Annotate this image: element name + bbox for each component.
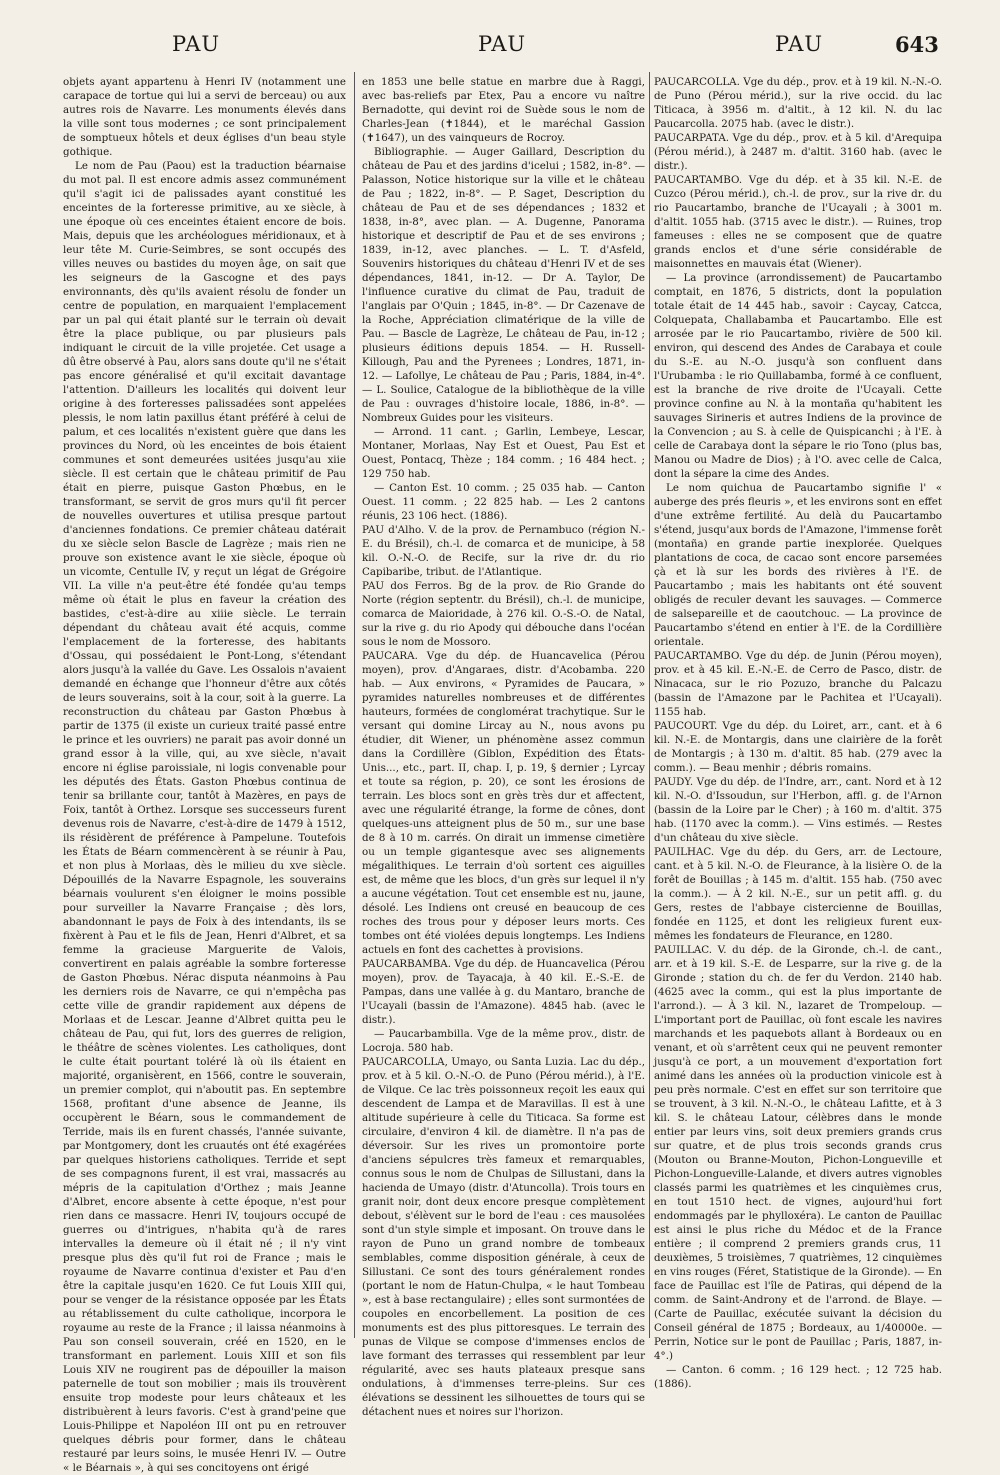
col3-paragraph: — La province (arrondissement) de Paucartambo comptait, en 1876, 5 districts, dont la population totale était de 14 445 hab., savoir : Caycay, Catcca, Colquepata, Challabamba et Paucartambo. Elle est arrosée par le rio Paucartambo, rivière de 500 kil. environ, qui descend des Andes de Carabaya et coule du S.-E. au N.-O. jusqu'à son confluent dans l'Urubamba : le rio Quillabamba, formé à ce confluent, est la branche de rive droite de l'Ucayali. Cette province confine au N. à la montaña qu'habitent les sauvages Sirineris et autres Indiens de la province de la Convencion ; au S. à celle de Quispicanchi ; à l'E. à celle de Carabaya dont la sépare le rio Tono (plus bas, Manou ou Madre de Dios) ; à l'O. avec celle de Calca, dont la sépare la cime des Andes.	[654, 272, 942, 480]
col2-paragraph: en 1853 une belle statue en marbre due à Raggi, avec bas-reliefs par Etex, Pau a encore vu naître Bernadotte, qui devint roi de Suède sous le nom de Charles-Jean (✝1844), et le maréchal Gassion (✝1647), un des vainqueurs de Rocroy.	[362, 76, 645, 144]
col2-paragraph: — Arrond. 11 cant. ; Garlin, Lembeye, Lescar, Montaner, Morlaas, Nay Est et Ouest, Pau Est et Ouest, Pontacq, Thèze ; 184 comm. ; 16 484 hect. ; 129 750 hab.	[362, 426, 645, 480]
col2-paragraph: — Canton Est. 10 comm. ; 25 035 hab. — Canton Ouest. 11 comm. ; 22 825 hab. — Les 2 cantons réunis, 23 106 hect. (1886).	[362, 482, 645, 522]
col3-paragraph: PAUDY. Vge du dép. de l'Indre, arr., cant. Nord et à 12 kil. N.-O. d'Issoudun, sur l'Herbon, affl. g. de l'Arnon (bassin de la Loire par le Cher) ; à 160 m. d'altit. 375 hab. (1170 avec la comm.). — Vins estimés. — Restes d'un château du xive siècle.	[654, 776, 942, 844]
col2-paragraph: PAU d'Alho. V. de la prov. de Pernambuco (région N.-E. du Brésil), ch.-l. de comarca et de municipe, à 58 kil. O.-N.-O. de Recife, sur la rive dr. du rio Capibaribe, tribut. de l'Atlantique.	[362, 524, 645, 578]
col1-paragraph: objets ayant appartenu à Henri IV (notamment une carapace de tortue qui lui a servi de berceau) ou aux autres rois de Navarre. Les monuments élevés dans la ville sont tous modernes ; ce sont principalement de somptueux hôtels et deux églises d'un beau style gothique.	[63, 76, 346, 158]
column-3	[654, 75, 942, 1390]
column-2	[362, 75, 645, 1418]
col1-paragraph: Le nom de Pau (Paou) est la traduction béarnaise du mot pal. Il est encore admis assez communément qu'il s'agit ici de palissades ayant constitué les enceintes de la forteresse primitive, au xe siècle, à une époque où ces enceintes étaient encore de bois. Mais, depuis que les archéologues méridionaux, et à leur tête M. Curie-Seimbres, se sont occupés des villes neuves ou bastides du moyen âge, on sait que les seigneurs de la Gascogne et des pays environnants, dès qu'ils avaient résolu de fonder un centre de population, en marquaient l'emplacement par un pal qui était planté sur le terrain où devait être la place publique, ou par plusieurs pals indiquant le circuit de la ville projetée. Cet usage a dû être observé à Pau, alors sans doute qu'il ne s'était pas encore généralisé et qu'il excitait davantage l'attention. D'ailleurs les localités qui doivent leur origine à des forteresses palissadées sont appelées plessis, le nom latin paxillus étant préféré à celui de palum, et ces localités n'existent guère que dans les provinces du Nord, où les enceintes de bois étaient communes et sont demeurées usitées jusqu'au xiie siècle. Il est certain que le château primitif de Pau était en pierre, puisque Gaston Phœbus, en le transformant, se servit de gros murs qu'il fit percer de nouvelles ouvertures et utilisa presque partout d'anciennes fondations. Ce premier château datérait du xe siècle selon Bascle de Lagrèze ; mais rien ne prouve son existence avant le xie siècle, époque où un vicomte, Centulle IV, y reçut un légat de Grégoire VII. La ville n'a peut-être été fondée qu'au temps même où était le plus en faveur la création des bastides, c'est-à-dire au xiiie siècle. Le terrain dépendant du château avait été acquis, comme l'emplacement de la forteresse, des habitants d'Ossau, qui possédaient le Pont-Long, s'étendant alors jusqu'à la vallée du Gave. Les Ossalois n'avaient demandé en échange que l'honneur d'être aux côtés de leurs souverains, soit à la cour, soit à la guerre. La reconstruction du château par Gaston Phœbus à partir de 1375 (il existe un curieux traité passé entre le prince et les ouvriers) ne parait pas avoir donné un grand essor à la ville, qui, au xve siècle, n'avait encore ni église paroissiale, ni logis convenable pour les députés des États. Gaston Phœbus continua de tenir sa brillante cour, tantôt à Mazères, en pays de Foix, tantôt à Orthez. Lorsque ses successeurs furent devenus rois de Navarre, c'est-à-dire de 1479 à 1512, ils résidèrent de préférence à Pampelune. Toutefois les États de Béarn commencèrent à se réunir à Pau, et non plus à Morlaas, dès le milieu du xve siècle. Dépouillés de la Navarre Espagnole, les souverains béarnais voulurent s'en éloigner le moins possible pour surveiller la Navarre Française ; dès lors, abandonnant le pays de Foix à des intendants, ils se fixèrent à Pau et le fils de Jean, Henri d'Albret, et sa femme la gracieuse Marguerite de Valois, convertirent en palais agréable la sombre forteresse de Gaston Phœbus. Nérac disputa néanmoins à Pau les derniers rois de Navarre, ce qui n'empêcha pas cette ville de grandir rapidement aux dépens de Morlaas et de Lescar. Jeanne d'Albret quitta peu le château de Pau, qui fut, lors des guerres de religion, le théâtre de scènes violentes. Les catholiques, dont le culte était pourtant toléré là où ils étaient en majorité, organisèrent, en 1566, contre le souverain, un premier complot, qui n'aboutit pas. En septembre 1568, profitant d'une absence de Jeanne, ils occupèrent le Béarn, sous le commandement de Terride, mais ils en furent chassés, l'année suivante, par Montgomery, dont les cruautés ont été exagérées par quelques historiens catholiques. Terride et sept de ses compagnons furent, il est vrai, massacrés au mépris de la capitulation d'Orthez ; mais Jeanne d'Albret, encore absente à cette époque, n'est pour rien dans ce massacre. Henri IV, toujours occupé de guerres ou d'intrigues, n'habita qu'à de rares intervalles la demeure où il était né ; il n'y vint presque plus dès qu'il fut roi de France ; mais le royaume de Navarre continua d'exister et Pau d'en être la capitale jusqu'en 1620. Ce fut Louis XIII qui, pour se venger de la résistance opposée par les États au rétablissement du culte catholique, incorpora le royaume au reste de la France ; il laissa néanmoins à Pau son conseil souverain, créé en 1520, en le transformant en parlement. Louis XIII et son fils Louis XIV ne rougirent pas de dépouiller la maison paternelle de tout son mobilier ; mais ils trouvèrent ensuite trop modeste pour leurs châteaux et les distribuèrent à leurs favoris. C'est à grand'peine que Louis-Philippe et Napoléon III ont pu en retrouver quelques débris pour former, dans le château restauré par leurs soins, le musée Henri IV. — Outre « le Béarnais », à qui ses concitoyens ont érigé	[63, 160, 346, 1474]
col3-paragraph: PAUCARCOLLA. Vge du dép., prov. et à 19 kil. N.-N.-O. de Puno (Pérou mérid.), sur la rive occid. du lac Titicaca, à 3956 m. d'altit., à 12 kil. N. du lac Paucarcolla. 2075 hab. (avec le distr.).	[654, 76, 942, 130]
column-rule-1	[354, 72, 355, 1338]
col2-paragraph: PAU dos Ferros. Bg de la prov. de Rio Grande do Norte (région septentr. du Brésil), ch.-l. de municipe, comarca de Maioridade, à 276 kil. O.-S.-O. de Natal, sur la rive g. du rio Apody qui débouche dans l'océan sous le nom de Mossoro.	[362, 580, 645, 648]
col3-paragraph: PAUCOURT. Vge du dép. du Loiret, arr., cant. et à 6 kil. N.-E. de Montargis, dans une clairière de la forêt de Montargis ; à 130 m. d'altit. 85 hab. (279 avec la comm.). — Beau menhir ; débris romains.	[654, 720, 942, 774]
col3-paragraph: — Canton. 6 comm. ; 16 129 hect. ; 12 725 hab. (1886).	[654, 1364, 942, 1390]
header-right-word: PAU	[775, 32, 824, 56]
col3-paragraph: PAUILLAC. V. du dép. de la Gironde, ch.-l. de cant., arr. et à 19 kil. S.-E. de Lesparre, sur la rive g. de la Gironde ; station du ch. de fer du Verdon. 2140 hab. (4625 avec la comm., qui est la plus importante de l'arrond.). — À 3 kil. N., lazaret de Trompeloup. — L'important port de Pauillac, où font escale les navires marchands et les paquebots allant à Bordeaux ou en venant, et où s'arrêtent ceux qui ne peuvent remonter jusqu'à ce port, a un mouvement d'exportation fort animé dans les années où la production vinicole est à peu près normale. C'est en effet sur son territoire que se trouvent, à 3 kil. N.-N.-O., le château Lafitte, et à 3 kil. S. le château Latour, célèbres dans le monde entier par leurs vins, soit deux premiers grands crus sur quatre, et de plus trois seconds grands crus (Mouton ou Branne-Mouton, Pichon-Longueville et Pichon-Longueville-Lalande, et divers autres vignobles classés parmi les quatrièmes et les cinquièmes crus, en tout 1510 hect. de vignes, aujourd'hui fort endommagés par le phylloxéra). Le canton de Pauillac est ainsi le plus riche du Médoc et de la France entière ; il comprend 2 premiers grands crus, 11 deuxièmes, 5 troisièmes, 7 quatrièmes, 12 cinquièmes en vins rouges (Féret, Statistique de la Gironde). — En face de Pauillac est l'île de Patiras, qui dépend de la comm. de Saint-Androny et de l'arrond. de Blaye. — (Carte de Pauillac, exécutée suivant la décision du Conseil général de 1875 ; Bordeaux, au 1/40000e. — Perrin, Notice sur le pont de Pauillac ; Paris, 1887, in-4°.)	[654, 944, 942, 1362]
header-left-word: PAU	[172, 32, 221, 56]
col2-paragraph: PAUCARA. Vge du dép. de Huancavelica (Pérou moyen), prov. d'Angaraes, distr. d'Acobamba. 220 hab. — Aux environs, « Pyramides de Paucara, » pyramides naturelles nombreuses et de différentes hauteurs, formées de conglomérat trachytique. Sur le versant qui domine Lircay au N., nous avons pu étudier, dit Wiener, un phénomène assez commun dans la Cordillère (Giblon, Expédition des États-Unis..., etc., part. II, chap. I, p. 19, § dernier ; Lyrcay et toute sa région, p. 20), ce sont les érosions de terrain. Les blocs sont en grès très dur et affectent, avec une régularité étrange, la forme de cônes, dont quelques-uns atteignent plus de 50 m., sur une base de 8 à 10 m. carrés. On dirait un immense cimetière ou un temple gigantesque avec ses alignements mégalithiques. Le terrain d'où sortent ces aiguilles est, de même que les blocs, d'un grès sur lequel il n'y a aucune végétation. Tout cet ensemble est nu, jaune, désolé. Les Indiens ont creusé en beaucoup de ces roches des trous pour y déposer leurs morts. Ces tombes ont été violées depuis longtemps. Les Indiens actuels en font des cachettes à provisions.	[362, 650, 645, 956]
column-1	[63, 75, 346, 1474]
col3-paragraph: PAUCARTAMBO. Vge du dép. et à 35 kil. N.-E. de Cuzco (Pérou mérid.), ch.-l. de prov., sur la rive dr. du rio Paucartambo, branche de l'Ucayali ; à 3001 m. d'altit. 1055 hab. (3715 avec le distr.). — Ruines, trop fameuses : elles ne se composent que de quatre grands enclos et d'une série considérable de maisonnettes en mauvais état (Wiener).	[654, 174, 942, 270]
col3-paragraph: PAUILHAC. Vge du dép. du Gers, arr. de Lectoure, cant. et à 5 kil. N.-O. de Fleurance, à la lisière O. de la forêt de Bouillas ; à 145 m. d'altit. 155 hab. (750 avec la comm.). — À 2 kil. N.-E., sur un petit affl. g. du Gers, restes de l'abbaye cistercienne de Bouillas, fondée en 1125, et dont les religieux furent eux-mêmes les fondateurs de Fleurance, en 1280.	[654, 846, 942, 942]
col2-paragraph: — Paucarbambilla. Vge de la même prov., distr. de Locroja. 580 hab.	[362, 1028, 645, 1054]
col2-paragraph: Bibliographie. — Auger Gaillard, Description du château de Pau et des jardins d'icelui ; 1582, in-8°. — Palasson, Notice historique sur la ville et le château de Pau ; 1822, in-8°. — P. Saget, Description du château de Pau et de ses dépendances ; 1832 et 1838, in-8°, avec plan. — A. Dugenne, Panorama historique et descriptif de Pau et de ses environs ; 1839, in-12, avec planches. — L. T. d'Asfeld, Souvenirs historiques du château d'Henri IV et de ses dépendances, 1841, in-12. — Dr A. Taylor, De l'influence curative du climat de Pau, traduit de l'anglais par O'Quin ; 1845, in-8°. — Dr Cazenave de la Roche, Appréciation climatérique de la ville de Pau. — Bascle de Lagrèze, Le château de Pau, in-12 ; plusieurs éditions depuis 1854. — H. Russell-Killough, Pau and the Pyrenees ; Londres, 1871, in-12. — Lafollye, Le château de Pau ; Paris, 1884, in-4°. — L. Soulice, Catalogue de la bibliothèque de la ville de Pau : ouvrages d'histoire locale, 1886, in-8°. — Nombreux Guides pour les visiteurs.	[362, 146, 645, 424]
page-number: 643	[895, 32, 939, 57]
column-rule-2	[649, 72, 650, 1338]
col3-paragraph: PAUCARPATA. Vge du dép., prov. et à 5 kil. d'Arequipa (Pérou mérid.), à 2487 m. d'altit. 3160 hab. (avec le distr.).	[654, 132, 942, 172]
running-header	[0, 32, 1000, 62]
header-center-word: PAU	[478, 32, 527, 56]
col2-paragraph: PAUCARCOLLA, Umayo, ou Santa Luzia. Lac du dép., prov. et à 5 kil. O.-N.-O. de Puno (Pérou mérid.), à l'E. de Vilque. Ce lac très poissonneux reçoit les eaux qui descendent de Lampa et de Maravillas. Il est à une altitude supérieure à celle du Titicaca. Sa forme est circulaire, d'environ 4 kil. de diamètre. Il n'a pas de déversoir. Sur les rives un promontoire porte d'anciens sépulcres très fameux et remarquables, connus sous le nom de Chulpas de Sillustani, dans la hacienda de Umayo (distr. d'Atuncolla). Trois tours en granit noir, dont deux encore presque complètement debout, s'élèvent sur le bord de l'eau : ces mausolées sont d'un style simple et imposant. On trouve dans le rayon de Puno un grand nombre de tombeaux semblables, comme disposition générale, à ceux de Sillustani. Ce sont des tours généralement rondes (portant le nom de Hatun-Chulpa, « le haut Tombeau », est à base rectangulaire) ; elles sont surmontées de coupoles en encorbellement. La position de ces monuments est des plus pittoresques. Le terrain des punas de Vilque se compose d'immenses enclos de lave formant des terrasses qui ressemblent par leur régularité, avec ses hauts plateaux presque sans ondulations, à d'immenses terre-pleins. Sur ces élévations se dessinent les silhouettes de tours qui se détachent nues et noires sur l'horizon.	[362, 1056, 645, 1418]
col3-paragraph: Le nom quichua de Paucartambo signifie l' « auberge des prés fleuris », et les environs sont en effet d'une extrême fertilité. Au delà du Paucartambo s'étend, jusqu'aux bords de l'Amazone, l'immense forêt (montaña) en grande partie inexplorée. Quelques plantations de coca, de cacao sont encore parsemées çà et là sur les bords des rivières à l'E. de Paucartambo ; mais les habitants ont été souvent obligés de reculer devant les sauvages. — Commerce de salsepareille et de caoutchouc. — La province de Paucartambo s'étend en entier à l'E. de la Cordillière orientale.	[654, 482, 942, 648]
col3-paragraph: PAUCARTAMBO. Vge du dép. de Junin (Pérou moyen), prov. et à 45 kil. E.-N.-E. de Cerro de Pasco, distr. de Ninacaca, sur le rio Pozuzo, branche du Palcazu (bassin de l'Amazone par le Pachitea et l'Ucayali). 1155 hab.	[654, 650, 942, 718]
col2-paragraph: PAUCARBAMBA. Vge du dép. de Huancavelica (Pérou moyen), prov. de Tayacaja, à 40 kil. E.-S.-E. de Pampas, dans une vallée à g. du Mantaro, branche de l'Ucayali (bassin de l'Amazone). 4845 hab. (avec le distr.).	[362, 958, 645, 1026]
